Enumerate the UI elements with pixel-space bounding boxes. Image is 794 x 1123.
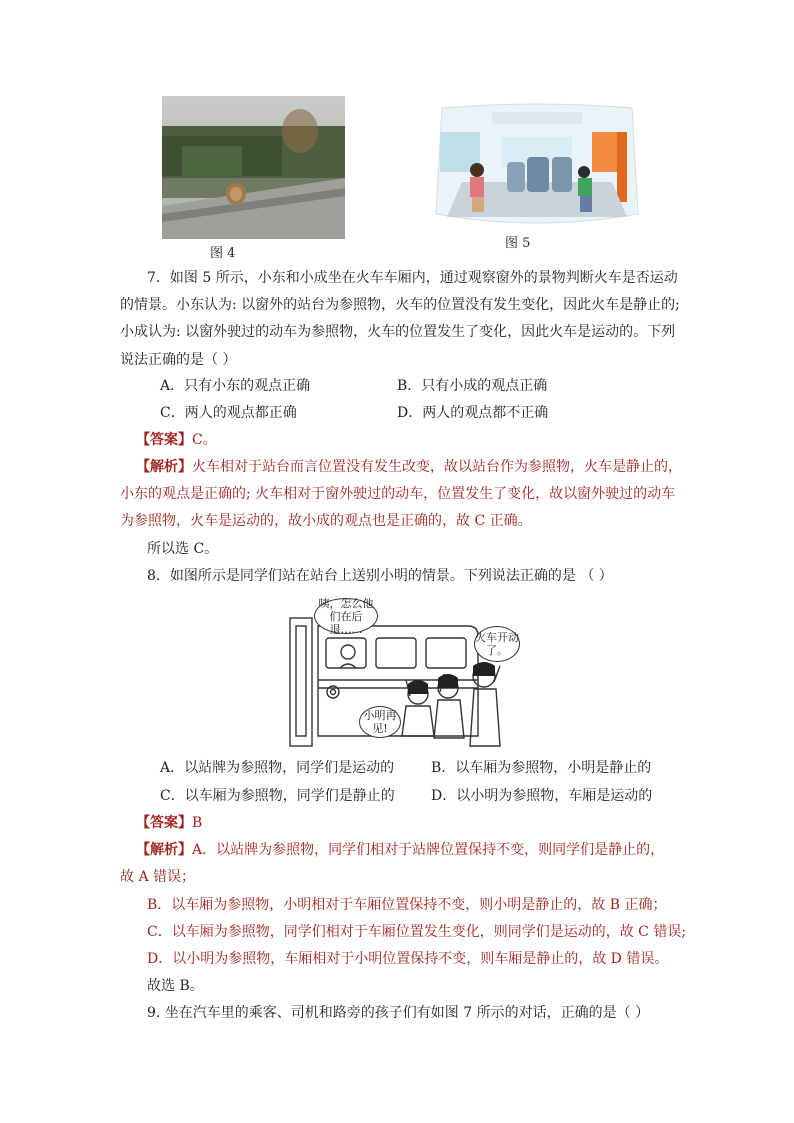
figure-4-photo (162, 96, 345, 239)
q8-analysis-line-b: B．以车厢为参照物，小明相对于车厢位置保持不变，则小明是静止的，故 B 正确； (147, 897, 667, 913)
q7-analysis-text1: 火车相对于站台而言位置没有发生改变，故以站台作为参照物，火车是静止的， (192, 459, 682, 475)
q8-option-b: B．以车厢为参照物，小明是静止的 (431, 760, 652, 776)
figure-5-illustration (432, 102, 642, 226)
q7-stem-line4: 说法正确的是（ ） (120, 352, 237, 368)
figure-4-caption: 图 4 (210, 246, 236, 261)
q8-option-c: C．以车厢为参照物，同学们是静止的 (160, 788, 395, 804)
q7-answer-value: C。 (192, 432, 217, 448)
q7-answer (136, 430, 217, 450)
q7-analysis-line1 (136, 457, 682, 477)
q8-stem: 8．如图所示是同学们站在站台上送别小明的情景。下列说法正确的是 （ ） (147, 568, 613, 584)
q7-option-c: C．两人的观点都正确 (160, 405, 297, 421)
q7-analysis-label: 【解析】 (136, 459, 192, 475)
q7-analysis-line3: 为参照物，火车是运动的，故小成的观点也是正确的，故 C 正确。 (120, 513, 532, 529)
q8-analysis-line-a2: 故 A 错误； (120, 869, 196, 885)
q8-analysis-line-d: D．以小明为参照物，车厢相对于小明位置保持不变，则车厢是静止的，故 D 错误。 (147, 951, 669, 967)
q8-answer-label: 【答案】 (136, 815, 192, 831)
q8-answer (136, 813, 202, 833)
q7-stem-line3: 小成认为: 以窗外驶过的动车为参照物，火车的位置发生了变化，因此火车是运动的。下列 (120, 324, 676, 340)
q8-conclusion: 故选 B。 (147, 978, 204, 994)
q8-analysis-a-text: A．以站牌为参照物，同学们相对于站牌位置保持不变，则同学们是静止的， (192, 842, 665, 858)
q7-stem-line2: 的情景。小东认为: 以窗外的站台为参照物，火车的位置没有发生变化，因此火车是静止的; (120, 297, 680, 313)
q8-analysis-label: 【解析】 (136, 842, 192, 858)
q7-conclusion: 所以选 C。 (147, 541, 219, 557)
figure-5-caption: 图 5 (505, 236, 531, 251)
q7-analysis-line2: 小东的观点是正确的; 火车相对于窗外驶过的动车，位置发生了变化，故以窗外驶过的动车 (120, 486, 676, 502)
q8-bubble-goodbye: 小明再见! (359, 706, 401, 738)
q8-answer-value: B (192, 815, 203, 831)
q7-option-d: D．两人的观点都不正确 (397, 405, 549, 421)
q9-stem: 9. 坐在汽车里的乘客、司机和路旁的孩子们有如图 7 所示的对话，正确的是（ ） (147, 1005, 650, 1021)
q7-answer-label: 【答案】 (136, 432, 192, 448)
q8-analysis-line-c: C．以车厢为参照物，同学们相对于车厢位置发生变化，则同学们是运动的，故 C 错误; (147, 924, 687, 940)
q8-option-a: A．以站牌为参照物，同学们是运动的 (160, 760, 395, 776)
q7-option-b: B．只有小成的观点正确 (397, 378, 548, 394)
q7-option-a: A．只有小东的观点正确 (160, 378, 311, 394)
q8-bubble-train-moving: 火车开动了。 (474, 626, 520, 662)
q7-stem-line1: 7．如图 5 所示，小东和小成坐在火车车厢内，通过观察窗外的景物判断火车是否运动 (147, 270, 678, 286)
q8-bubble-passenger: 咦，怎么他们在后退…… (314, 598, 378, 634)
q8-analysis-line-a1 (136, 840, 664, 860)
q8-option-d: D．以小明为参照物，车厢是运动的 (431, 788, 653, 804)
